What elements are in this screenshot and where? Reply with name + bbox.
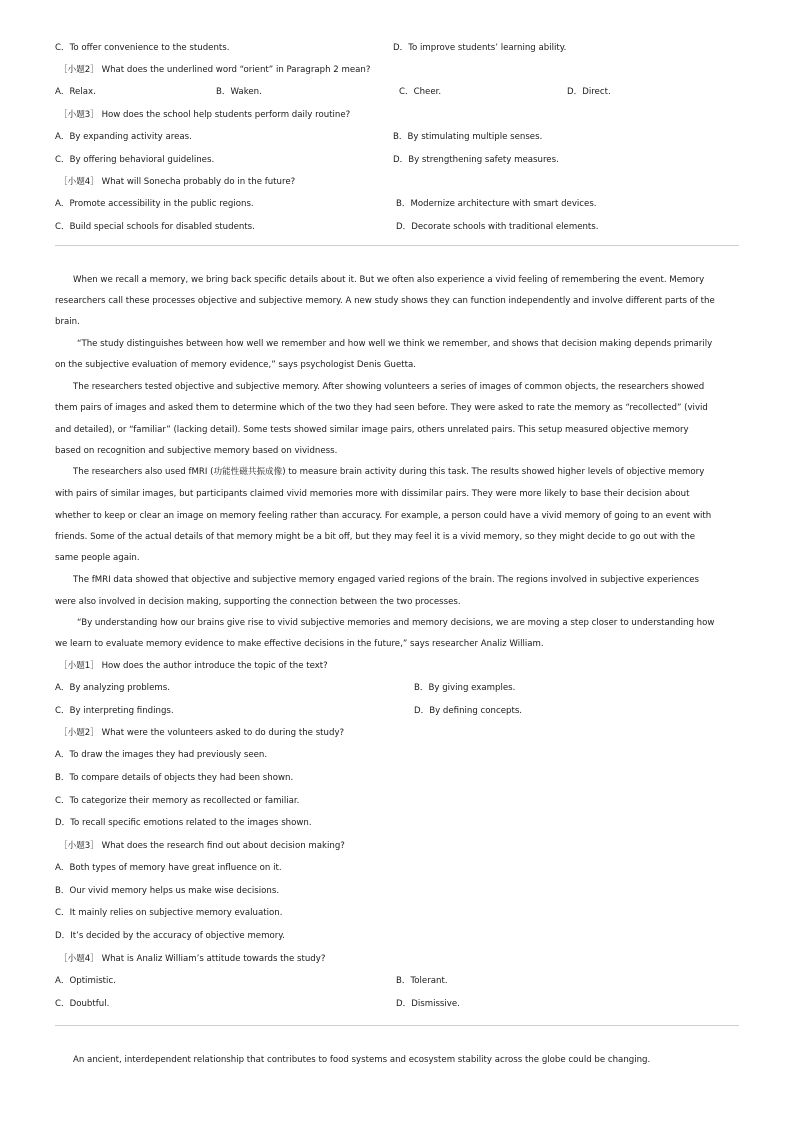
s2-q3-option-d[interactable]: D．It’s decided by the accuracy of objective memory. [55,931,285,941]
passage-p2-line: “The study distinguishes between how well we remember and how well we think we remember, and shows that decision making depends primarily [77,339,713,349]
section-divider [55,1025,739,1026]
s2-q1-stem: ［小题1］ How does the author introduce the topic of the text? [59,661,328,671]
s1-q1-option-c[interactable]: C．To offer convenience to the students. [55,43,230,53]
s1-q3-option-c[interactable]: C．By offering behavioral guidelines. [55,155,215,165]
passage-p3-line: them pairs of images and asked them to determine which of the two they had seen before. They were asked to rate the memory as “recollected” (vivid [55,403,708,413]
s1-q2-option-a[interactable]: A．Relax. [55,87,96,97]
s2-q3-option-a[interactable]: A．Both types of memory have great influence on it. [55,863,282,873]
passage-p6-line: “By understanding how our brains give rise to vivid subjective memories and memory decisions, we are moving a step closer to understanding how [77,618,715,628]
s1-q4-option-b[interactable]: B．Modernize architecture with smart devices. [396,199,597,209]
s2-q2-option-a[interactable]: A．To draw the images they had previously seen. [55,750,268,760]
s2-q2-option-c[interactable]: C．To categorize their memory as recollected or familiar. [55,796,300,806]
s1-q3-option-b[interactable]: B．By stimulating multiple senses. [393,132,543,142]
s1-q4-option-d[interactable]: D．Decorate schools with traditional elements. [396,222,599,232]
passage-p1-line: When we recall a memory, we bring back specific details about it. But we often also experience a vivid feeling of remembering the event. Memory [73,275,705,285]
s1-q4-option-c[interactable]: C．Build special schools for disabled students. [55,222,255,232]
passage-p4-line: same people again. [55,553,140,563]
passage-p1-line: brain. [55,317,80,327]
s2-q1-option-a[interactable]: A．By analyzing problems. [55,683,170,693]
s1-q2-stem: ［小题2］ What does the underlined word “orient” in Paragraph 2 mean? [59,65,371,75]
passage-p4-line: whether to keep or clear an image on memory feeling rather than accuracy. For example, a person could have a vivid memory of going to an event with [55,511,712,521]
s2-q4-option-b[interactable]: B．Tolerant. [396,976,448,986]
s2-q4-stem: ［小题4］ What is Analiz William’s attitude towards the study? [59,954,326,964]
passage-p3-line: and detailed), or “familiar” (lacking detail). Some tests showed similar image pairs, others unrelated pairs. This setup measured objective memory [55,425,689,435]
passage-p6-line: we learn to evaluate memory evidence to make effective decisions in the future,” says researcher Analiz William. [55,639,544,649]
s1-q3-option-d[interactable]: D．By strengthening safety measures. [393,155,559,165]
s1-q3-stem: ［小题3］ How does the school help students perform daily routine? [59,110,351,120]
passage-p1-line: researchers call these processes objective and subjective memory. A new study shows they can function independently and involve different parts of the [55,296,715,306]
s2-q1-option-c[interactable]: C．By interpreting findings. [55,706,174,716]
s2-q1-option-b[interactable]: B．By giving examples. [414,683,516,693]
s1-q4-option-a[interactable]: A．Promote accessibility in the public regions. [55,199,254,209]
passage-p4-line: The researchers also used fMRI (功能性磁共振成像) to measure brain activity during this task. The results showed higher levels of objective memory [73,467,705,477]
section-divider [55,245,739,246]
passage-p3-line: based on recognition and subjective memory based on vividness. [55,446,338,456]
s2-q3-option-b[interactable]: B．Our vivid memory helps us make wise decisions. [55,886,280,896]
passage-p4-line: friends. Some of the actual details of that memory might be a bit off, but they may feel it is a vivid memory, so they might decide to go out with the [55,532,696,542]
s2-q2-option-d[interactable]: D．To recall specific emotions related to the images shown. [55,818,312,828]
s2-q3-stem: ［小题3］ What does the research find out about decision making? [59,841,345,851]
passage-p2-line: on the subjective evaluation of memory evidence,” says psychologist Denis Guetta. [55,360,417,370]
s1-q2-option-b[interactable]: B．Waken. [216,87,262,97]
s2-q2-stem: ［小题2］ What were the volunteers asked to do during the study? [59,728,345,738]
s2-q4-option-d[interactable]: D．Dismissive. [396,999,460,1009]
s2-q2-option-b[interactable]: B．To compare details of objects they had been shown. [55,773,294,783]
s1-q2-option-d[interactable]: D．Direct. [567,87,611,97]
passage-p5-line: were also involved in decision making, supporting the connection between the two processes. [55,597,461,607]
passage-p5-line: The fMRI data showed that objective and subjective memory engaged varied regions of the brain. The regions involved in subjective experiences [73,575,699,585]
s1-q2-option-c[interactable]: C．Cheer. [399,87,442,97]
passage-p3-line: The researchers tested objective and subjective memory. After showing volunteers a series of images of common objects, the researchers showed [73,382,705,392]
s2-q1-option-d[interactable]: D．By defining concepts. [414,706,523,716]
passage-p4-line: with pairs of similar images, but participants claimed vivid memories more with dissimilar pairs. They were more likely to base their decision about [55,489,690,499]
s2-q4-option-a[interactable]: A．Optimistic. [55,976,116,986]
s1-q4-stem: ［小题4］ What will Sonecha probably do in the future? [59,177,296,187]
s2-q3-option-c[interactable]: C．It mainly relies on subjective memory evaluation. [55,908,283,918]
s1-q1-option-d[interactable]: D．To improve students’ learning ability. [393,43,567,53]
next-passage-first-line: An ancient, interdependent relationship that contributes to food systems and ecosystem stability across the globe could be changing. [73,1055,651,1065]
s2-q4-option-c[interactable]: C．Doubtful. [55,999,110,1009]
s1-q3-option-a[interactable]: A．By expanding activity areas. [55,132,192,142]
